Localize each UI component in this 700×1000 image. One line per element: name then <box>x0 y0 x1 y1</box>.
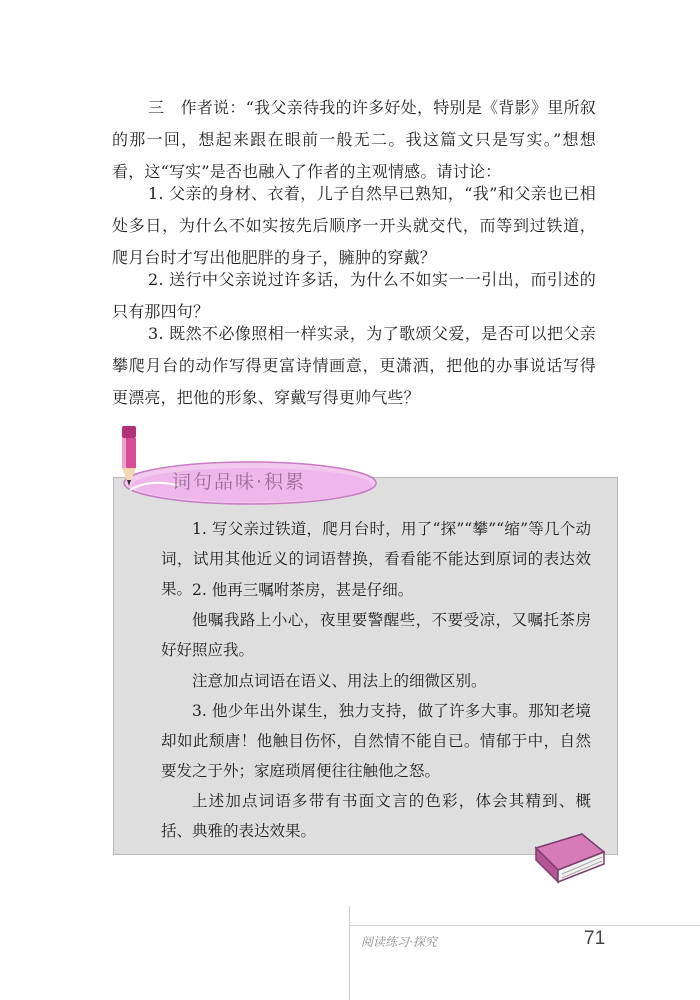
book-icon <box>530 826 610 884</box>
study-item-2a: 2. 他再三嘱咐茶房，甚是仔细。 <box>192 581 414 599</box>
study-item-3: 3. 他少年出外谋生，独力支持，做了许多大事。那知老境却如此颓唐！他触目伤怀，自然情不能自已。情郁于中，自然要发之于外；家庭琐屑便往往触他之怒。 <box>161 702 591 780</box>
intro-paragraph: 三 作者说：“我父亲待我的许多好处，特别是《背影》里所叙的那一回，想起来跟在眼前一般无二。我这篇文只是写实。”想想看，这“写实”是否也融入了作者的主观情感。请讨论： <box>112 98 596 181</box>
study-item-3b: 上述加点词语多带有书面文言的色彩，体会其精到、概括、典雅的表达效果。 <box>161 792 591 840</box>
footer-divider <box>349 925 700 926</box>
study-item-2b: 他嘱我路上小心，夜里要警醒些，不要受凉，又嘱托茶房好好照应我。 <box>161 611 591 659</box>
page-number: 71 <box>584 928 606 949</box>
question-2: 2. 送行中父亲说过许多话，为什么不如实一一引出，而引述的只有那四句？ <box>112 270 596 321</box>
question-3: 3. 既然不必像照相一样实录，为了歌颂父爱，是否可以把父亲攀爬月台的动作写得更富诗情画意，更潇洒，把他的办事说话写得更漂亮，把他的形象、穿戴写得更帅气些？ <box>112 324 596 407</box>
footer-section-label: 阅读练习·探究 <box>361 935 437 949</box>
pencil-icon <box>112 424 152 490</box>
study-item-1: 1. 写父亲过铁道，爬月台时，用了“探”“攀”“缩”等几个动词，试用其他近义的词语替换，看看能不能达到原词的表达效果。 <box>161 520 591 598</box>
footer-divider-vertical <box>349 906 350 1000</box>
study-item-2c: 注意加点词语在语义、用法上的细微区别。 <box>192 672 487 690</box>
question-1: 1. 父亲的身材、衣着，儿子自然早已熟知，“我”和父亲也已相处多日，为什么不如实按先后顺序一开头就交代，而等到过铁道，爬月台时才写出他肥胖的身子，臃肿的穿戴？ <box>112 184 596 267</box>
word-study-box <box>113 477 618 855</box>
section-title: 词句品味·积累 <box>172 471 307 493</box>
